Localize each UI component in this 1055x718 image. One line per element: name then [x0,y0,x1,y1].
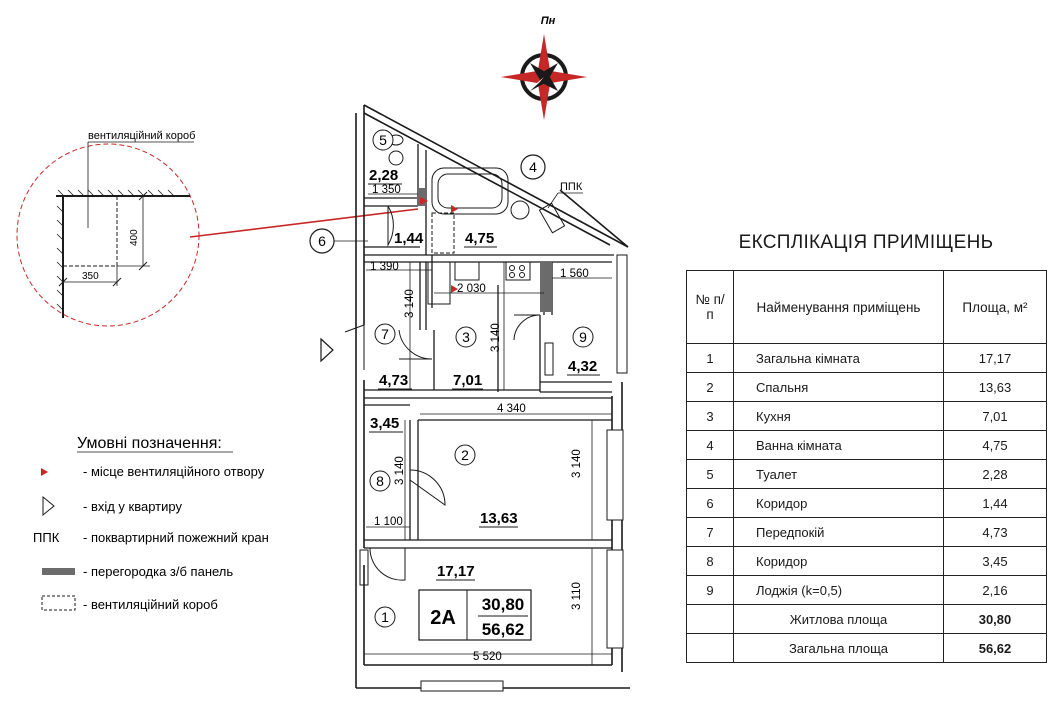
row-name: Коридор [734,489,944,518]
row-area: 2,16 [944,576,1047,605]
room-area: 4,32 [568,358,598,375]
fridge [428,262,450,304]
detail-dim-width: 350 [82,271,99,282]
row-name: Спальня [734,373,944,402]
legend [33,435,269,612]
room-number: 7 [381,326,389,342]
legend-item-text: - місце вентиляційного отвору [83,464,265,479]
room-area: 7,01 [453,372,483,389]
table-row [687,373,1047,402]
legend-item-text: - поквартирний пожежний кран [83,530,269,545]
detail-dim-height: 400 [129,229,140,246]
table-row [687,344,1047,373]
room-area: 13,63 [480,510,518,527]
dim-label: 3 140 [571,449,583,478]
row-area: 1,44 [944,489,1047,518]
table-row [687,431,1047,460]
table-row [687,547,1047,576]
compass-label: Пн [540,15,556,27]
room-area: 1,44 [394,230,424,247]
room-number: 6 [318,233,326,249]
row-name: Лоджія (k=0,5) [734,576,944,605]
total-area: 56,62 [481,620,525,639]
apartment-type: 2А [430,607,456,629]
row-name: Передпокій [734,518,944,547]
ppk-label: ППК [560,181,583,193]
compass [501,15,587,120]
room-number: 4 [529,159,537,175]
entrance-marker [321,339,333,361]
dim-label: 1 390 [370,261,399,273]
legend-item-text: - вхід у квартиру [83,499,182,514]
room-number: 8 [376,473,384,489]
vent-box [432,213,454,253]
room-number: 1 [381,609,389,625]
summary-empty-cell [687,634,734,663]
table-row [687,576,1047,605]
summary-value: 30,80 [944,605,1047,634]
row-num: 8 [687,547,734,576]
row-name: Кухня [734,402,944,431]
kitchen-sink [455,262,479,280]
legend-partition-icon [42,568,75,575]
legend-vent-box-icon [42,596,75,610]
table-header-row [687,271,1047,344]
row-area: 2,28 [944,460,1047,489]
dim-label: 3 140 [404,289,416,318]
living-area-row [687,605,1047,634]
detail-vent-rect [63,196,117,266]
room-number: 5 [379,132,387,148]
row-name: Коридор [734,547,944,576]
toilet [389,151,403,165]
detail-leader-line [190,209,418,237]
apartment-summary [419,590,531,640]
header-area: Площа, м² [944,271,1047,344]
table-row [687,489,1047,518]
row-num: 2 [687,373,734,402]
row-num: 9 [687,576,734,605]
room-areas [368,167,600,580]
row-name: Ванна кімната [734,431,944,460]
apartment-plan [310,105,630,691]
table-row [687,402,1047,431]
bathroom-sink [511,201,529,219]
header-name: Найменування приміщень [734,271,944,344]
dim-label: 1 350 [372,184,401,196]
table-body [687,344,1047,663]
dim-label: 1 100 [374,516,403,528]
room-number: 9 [579,329,587,345]
table-row [687,518,1047,547]
row-area: 7,01 [944,402,1047,431]
dim-label: 2 030 [457,283,486,295]
row-area: 17,17 [944,344,1047,373]
summary-empty-cell [687,605,734,634]
vent-hole-marker [451,205,458,213]
row-num: 4 [687,431,734,460]
legend-title: Умовні позначення: [77,435,222,452]
room-number: 3 [462,329,470,345]
explication-title: ЕКСПЛІКАЦІЯ ПРИМІЩЕНЬ [738,232,994,253]
legend-vent-hole-icon [41,468,48,476]
row-num: 3 [687,402,734,431]
row-area: 4,73 [944,518,1047,547]
header-num: № п/п [687,271,734,344]
total-area-row [687,634,1047,663]
dim-label: 3 110 [571,582,583,610]
dim-label: 3 140 [490,323,502,352]
living-area: 30,80 [481,595,525,614]
row-name: Загальна кімната [734,344,944,373]
dim-label: 5 520 [473,651,502,663]
row-area: 13,63 [944,373,1047,402]
row-area: 4,75 [944,431,1047,460]
table-row [687,460,1047,489]
row-area: 3,45 [944,547,1047,576]
detail-label: вентиляційний короб [88,130,196,142]
legend-item-text: - вентиляційний короб [83,597,218,612]
dim-label: 3 140 [394,456,406,485]
vent-box-detail [17,130,418,326]
dim-label: 4 340 [497,403,526,415]
row-num: 1 [687,344,734,373]
row-num: 6 [687,489,734,518]
row-num: 7 [687,518,734,547]
row-name: Туалет [734,460,944,489]
legend-item-text: - перегородка з/б панель [83,564,234,579]
summary-label: Житлова площа [734,605,944,634]
detail-circle [17,144,199,326]
room-area: 17,17 [437,563,475,580]
legend-item-key: ППК [33,530,60,545]
summary-label: Загальна площа [734,634,944,663]
room-area: 3,45 [370,415,400,432]
room-area: 4,75 [465,230,495,247]
stove [506,262,530,280]
room-number: 2 [461,447,469,463]
room-area: 4,73 [379,372,409,389]
explication-table [686,270,1047,663]
summary-value: 56,62 [944,634,1047,663]
room-area: 2,28 [369,167,399,184]
row-num: 5 [687,460,734,489]
dim-label: 1 560 [560,268,589,280]
legend-entrance-icon [43,497,54,515]
